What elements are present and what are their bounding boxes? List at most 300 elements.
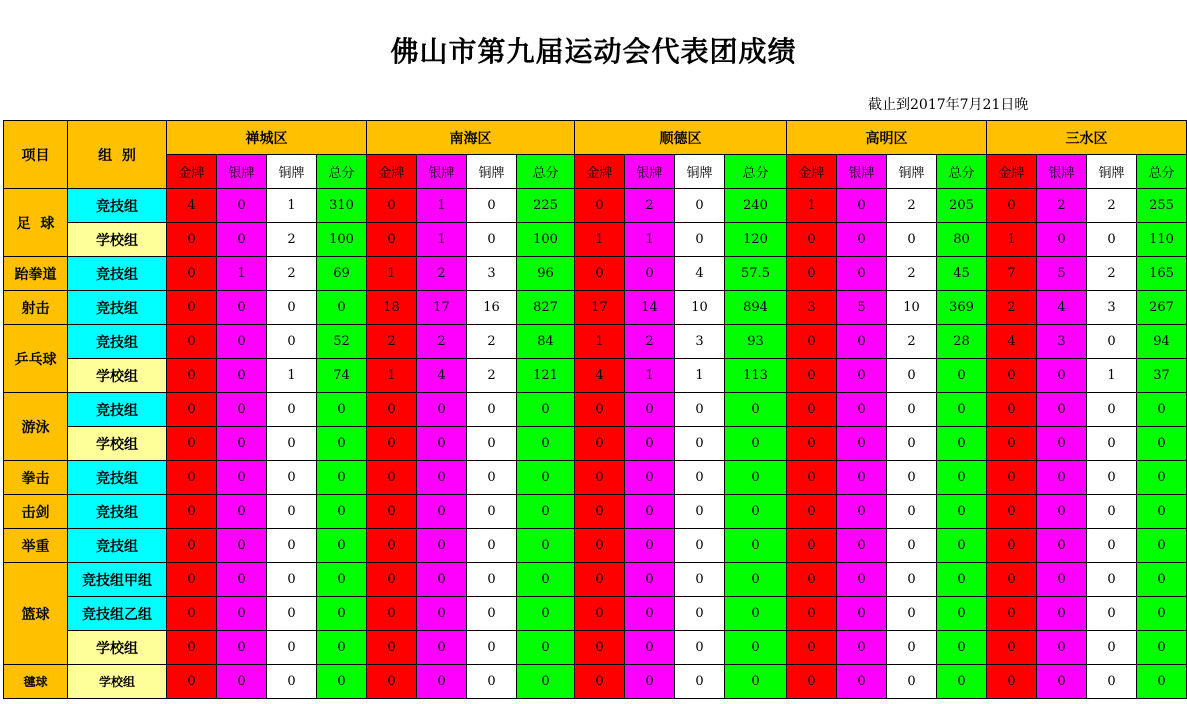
bronze-count: 0: [1087, 393, 1137, 427]
gold-count: 0: [367, 223, 417, 257]
gold-count: 0: [367, 665, 417, 699]
silver-count: 0: [837, 223, 887, 257]
gold-count: 2: [367, 325, 417, 359]
total-score: 0: [725, 563, 787, 597]
project-cell: 乒乓球: [4, 325, 68, 393]
table-row: [4, 291, 1187, 325]
bronze-count: 10: [675, 291, 725, 325]
group-cell: 学校组: [68, 359, 167, 393]
silver-count: 0: [837, 597, 887, 631]
gold-count: 4: [987, 325, 1037, 359]
silver-count: 0: [417, 461, 467, 495]
gold-count: 0: [575, 393, 625, 427]
project-header: 项目: [4, 121, 68, 189]
silver-count: 0: [625, 461, 675, 495]
group-cell: 竞技组: [68, 291, 167, 325]
bronze-count: 0: [675, 495, 725, 529]
silver-count: 0: [1037, 427, 1087, 461]
gold-count: 0: [167, 427, 217, 461]
gold-count: 4: [167, 189, 217, 223]
silver-count: 0: [837, 563, 887, 597]
bronze-count: 0: [267, 529, 317, 563]
group-cell: 竞技组: [68, 529, 167, 563]
bronze-count: 0: [675, 427, 725, 461]
bronze-count: 2: [467, 359, 517, 393]
total-score: 0: [1137, 631, 1187, 665]
total-score: 0: [937, 665, 987, 699]
silver-count: 0: [417, 427, 467, 461]
silver-count: 0: [837, 461, 887, 495]
silver-count: 0: [837, 359, 887, 393]
total-score: 0: [937, 427, 987, 461]
silver-count: 0: [625, 665, 675, 699]
silver-count: 0: [217, 461, 267, 495]
group-cell: 竞技组: [68, 393, 167, 427]
total-score: 0: [937, 461, 987, 495]
gold-count: 0: [987, 427, 1037, 461]
gold-count: 0: [367, 393, 417, 427]
gold-count: 0: [987, 495, 1037, 529]
group-cell: 竞技组: [68, 495, 167, 529]
gold-count: 18: [367, 291, 417, 325]
bronze-count: 10: [887, 291, 937, 325]
bronze-count: 0: [267, 325, 317, 359]
total-score: 57.5: [725, 257, 787, 291]
table-row: [4, 359, 1187, 393]
total-score: 0: [317, 631, 367, 665]
silver-count: 1: [217, 257, 267, 291]
bronze-count: 0: [887, 359, 937, 393]
table-row: [4, 325, 1187, 359]
bronze-count: 0: [467, 223, 517, 257]
bronze-count: 0: [887, 393, 937, 427]
gold-count: 0: [987, 563, 1037, 597]
silver-count: 0: [417, 393, 467, 427]
gold-count: 0: [787, 597, 837, 631]
total-score: 0: [517, 461, 575, 495]
total-score: 96: [517, 257, 575, 291]
bronze-count: 0: [887, 597, 937, 631]
total-score: 0: [1137, 597, 1187, 631]
gold-count: 0: [575, 597, 625, 631]
silver-count: 0: [837, 495, 887, 529]
gold-count: 0: [987, 461, 1037, 495]
gold-count: 0: [987, 631, 1037, 665]
silver-header: 银牌: [417, 155, 467, 189]
gold-count: 17: [575, 291, 625, 325]
table-row: [4, 461, 1187, 495]
silver-count: 0: [217, 325, 267, 359]
silver-count: 14: [625, 291, 675, 325]
silver-count: 0: [417, 563, 467, 597]
bronze-count: 0: [1087, 325, 1137, 359]
total-score: 827: [517, 291, 575, 325]
total-score: 0: [725, 461, 787, 495]
silver-count: 0: [417, 597, 467, 631]
silver-count: 0: [217, 189, 267, 223]
silver-count: 0: [837, 189, 887, 223]
silver-count: 0: [417, 529, 467, 563]
total-score: 369: [937, 291, 987, 325]
gold-count: 0: [787, 529, 837, 563]
total-score: 0: [1137, 461, 1187, 495]
silver-count: 0: [217, 495, 267, 529]
gold-header: 金牌: [167, 155, 217, 189]
bronze-count: 0: [887, 427, 937, 461]
silver-count: 5: [1037, 257, 1087, 291]
total-score: 121: [517, 359, 575, 393]
total-score: 0: [317, 393, 367, 427]
silver-count: 0: [1037, 631, 1087, 665]
silver-count: 0: [1037, 495, 1087, 529]
results-table: [3, 120, 1187, 699]
silver-count: 0: [217, 291, 267, 325]
gold-count: 0: [367, 461, 417, 495]
silver-count: 0: [837, 325, 887, 359]
silver-count: 0: [1037, 393, 1087, 427]
total-score: 0: [317, 427, 367, 461]
gold-count: 0: [787, 461, 837, 495]
total-score: 52: [317, 325, 367, 359]
silver-count: 0: [417, 495, 467, 529]
gold-count: 0: [367, 189, 417, 223]
silver-count: 2: [417, 325, 467, 359]
bronze-count: 0: [887, 563, 937, 597]
total-score: 0: [937, 563, 987, 597]
gold-count: 0: [367, 529, 417, 563]
gold-count: 0: [167, 291, 217, 325]
total-score: 0: [317, 529, 367, 563]
silver-count: 0: [217, 529, 267, 563]
gold-count: 0: [167, 223, 217, 257]
gold-count: 0: [367, 427, 417, 461]
total-score: 165: [1137, 257, 1187, 291]
bronze-count: 2: [1087, 189, 1137, 223]
total-header: 总分: [317, 155, 367, 189]
silver-count: 0: [625, 257, 675, 291]
project-cell: 射击: [4, 291, 68, 325]
bronze-count: 0: [675, 597, 725, 631]
group-cell: 竞技组: [68, 325, 167, 359]
bronze-header: 铜牌: [267, 155, 317, 189]
bronze-count: 0: [467, 495, 517, 529]
total-score: 0: [937, 393, 987, 427]
bronze-header: 铜牌: [675, 155, 725, 189]
bronze-count: 0: [267, 495, 317, 529]
gold-count: 1: [575, 325, 625, 359]
district-header: 南海区: [367, 121, 575, 155]
gold-count: 0: [167, 631, 217, 665]
bronze-count: 0: [1087, 665, 1137, 699]
bronze-count: 0: [467, 427, 517, 461]
project-cell: 篮球: [4, 563, 68, 665]
total-score: 0: [725, 597, 787, 631]
silver-count: 0: [217, 427, 267, 461]
page-title: 佛山市第九届运动会代表团成绩: [390, 35, 797, 68]
bronze-count: 3: [467, 257, 517, 291]
gold-count: 0: [575, 631, 625, 665]
total-score: 267: [1137, 291, 1187, 325]
silver-count: 0: [837, 529, 887, 563]
bronze-count: 3: [675, 325, 725, 359]
silver-count: 0: [1037, 665, 1087, 699]
bronze-count: 1: [267, 359, 317, 393]
bronze-count: 1: [1087, 359, 1137, 393]
total-score: 0: [1137, 427, 1187, 461]
silver-count: 4: [417, 359, 467, 393]
total-score: 0: [317, 495, 367, 529]
gold-count: 0: [167, 325, 217, 359]
bronze-count: 0: [675, 189, 725, 223]
group-cell: 竞技组乙组: [68, 597, 167, 631]
bronze-count: 0: [467, 597, 517, 631]
silver-count: 0: [625, 631, 675, 665]
table-row: [4, 529, 1187, 563]
gold-count: 0: [787, 325, 837, 359]
bronze-count: 0: [887, 665, 937, 699]
total-score: 120: [725, 223, 787, 257]
silver-count: 1: [625, 359, 675, 393]
bronze-count: 0: [675, 461, 725, 495]
total-score: 113: [725, 359, 787, 393]
total-score: 0: [317, 665, 367, 699]
bronze-count: 0: [887, 223, 937, 257]
total-score: 0: [517, 529, 575, 563]
gold-count: 0: [167, 665, 217, 699]
total-score: 0: [517, 495, 575, 529]
table-row: [4, 665, 1187, 699]
gold-count: 0: [167, 495, 217, 529]
project-cell: 毽球: [4, 665, 68, 699]
total-score: 0: [725, 631, 787, 665]
silver-count: 0: [217, 597, 267, 631]
silver-count: 0: [417, 631, 467, 665]
silver-count: 1: [417, 223, 467, 257]
total-score: 0: [517, 631, 575, 665]
gold-count: 0: [575, 427, 625, 461]
total-score: 0: [937, 359, 987, 393]
gold-count: 0: [987, 529, 1037, 563]
silver-count: 5: [837, 291, 887, 325]
silver-count: 0: [625, 529, 675, 563]
total-score: 100: [317, 223, 367, 257]
total-score: 0: [725, 393, 787, 427]
gold-count: 0: [575, 495, 625, 529]
silver-count: 0: [837, 631, 887, 665]
gold-count: 0: [575, 461, 625, 495]
silver-count: 17: [417, 291, 467, 325]
bronze-header: 铜牌: [887, 155, 937, 189]
group-cell: 竞技组: [68, 461, 167, 495]
bronze-count: 2: [267, 257, 317, 291]
gold-count: 0: [367, 563, 417, 597]
silver-count: 0: [1037, 597, 1087, 631]
bronze-count: 2: [467, 325, 517, 359]
group-cell: 学校组: [68, 223, 167, 257]
gold-count: 2: [987, 291, 1037, 325]
silver-count: 0: [625, 393, 675, 427]
silver-count: 0: [1037, 223, 1087, 257]
gold-count: 0: [367, 631, 417, 665]
bronze-count: 0: [467, 461, 517, 495]
total-score: 0: [937, 597, 987, 631]
silver-count: 2: [625, 325, 675, 359]
group-cell: 竞技组: [68, 189, 167, 223]
total-score: 0: [1137, 563, 1187, 597]
bronze-count: 4: [675, 257, 725, 291]
gold-count: 0: [987, 393, 1037, 427]
bronze-count: 0: [267, 597, 317, 631]
silver-count: 0: [837, 427, 887, 461]
gold-count: 7: [987, 257, 1037, 291]
table-row: [4, 495, 1187, 529]
silver-count: 0: [217, 563, 267, 597]
total-score: 255: [1137, 189, 1187, 223]
silver-count: 0: [217, 393, 267, 427]
table-row: [4, 393, 1187, 427]
group-cell: 学校组: [68, 665, 167, 699]
gold-count: 1: [367, 257, 417, 291]
bronze-count: 0: [1087, 461, 1137, 495]
gold-count: 0: [987, 665, 1037, 699]
group-cell: 学校组: [68, 427, 167, 461]
gold-count: 1: [787, 189, 837, 223]
gold-count: 0: [987, 189, 1037, 223]
bronze-count: 2: [1087, 257, 1137, 291]
silver-header: 银牌: [837, 155, 887, 189]
bronze-count: 0: [1087, 223, 1137, 257]
district-header: 顺德区: [575, 121, 787, 155]
gold-count: 0: [787, 495, 837, 529]
gold-count: 0: [367, 597, 417, 631]
silver-count: 2: [417, 257, 467, 291]
silver-count: 0: [837, 393, 887, 427]
gold-count: 0: [787, 563, 837, 597]
total-score: 80: [937, 223, 987, 257]
gold-count: 0: [575, 529, 625, 563]
silver-count: 0: [837, 665, 887, 699]
silver-count: 0: [1037, 563, 1087, 597]
bronze-count: 0: [267, 393, 317, 427]
gold-header: 金牌: [987, 155, 1037, 189]
bronze-count: 0: [675, 665, 725, 699]
total-score: 45: [937, 257, 987, 291]
gold-count: 0: [787, 665, 837, 699]
bronze-count: 0: [675, 631, 725, 665]
silver-count: 0: [625, 563, 675, 597]
silver-count: 2: [1037, 189, 1087, 223]
gold-count: 0: [167, 597, 217, 631]
bronze-count: 0: [1087, 563, 1137, 597]
gold-count: 0: [167, 393, 217, 427]
total-header: 总分: [725, 155, 787, 189]
gold-count: 0: [787, 427, 837, 461]
total-score: 0: [725, 495, 787, 529]
table-row: [4, 563, 1187, 597]
gold-count: 0: [787, 393, 837, 427]
gold-count: 0: [575, 665, 625, 699]
total-score: 225: [517, 189, 575, 223]
date-note: 截止到2017年7月21日晚: [868, 97, 1029, 113]
silver-count: 1: [417, 189, 467, 223]
silver-count: 0: [217, 665, 267, 699]
bronze-count: 0: [1087, 427, 1137, 461]
silver-count: 0: [217, 359, 267, 393]
group-cell: 学校组: [68, 631, 167, 665]
bronze-count: 0: [467, 665, 517, 699]
gold-count: 1: [987, 223, 1037, 257]
silver-header: 银牌: [1037, 155, 1087, 189]
bronze-count: 0: [1087, 597, 1137, 631]
total-score: 94: [1137, 325, 1187, 359]
gold-header: 金牌: [575, 155, 625, 189]
gold-count: 0: [787, 223, 837, 257]
total-score: 894: [725, 291, 787, 325]
group-header: 组 别: [68, 121, 167, 189]
bronze-count: 2: [267, 223, 317, 257]
total-header: 总分: [517, 155, 575, 189]
gold-count: 0: [987, 597, 1037, 631]
bronze-count: 0: [675, 529, 725, 563]
silver-count: 0: [1037, 359, 1087, 393]
total-score: 110: [1137, 223, 1187, 257]
bronze-count: 0: [267, 291, 317, 325]
total-score: 0: [517, 597, 575, 631]
total-score: 0: [317, 291, 367, 325]
table-row: [4, 427, 1187, 461]
bronze-count: 0: [467, 393, 517, 427]
table-row: [4, 223, 1187, 257]
bronze-count: 0: [887, 495, 937, 529]
total-score: 0: [517, 665, 575, 699]
total-score: 69: [317, 257, 367, 291]
table-row: [4, 189, 1187, 223]
silver-header: 银牌: [217, 155, 267, 189]
total-header: 总分: [937, 155, 987, 189]
table-row: [4, 257, 1187, 291]
bronze-count: 1: [675, 359, 725, 393]
bronze-count: 0: [887, 529, 937, 563]
silver-count: 0: [625, 427, 675, 461]
bronze-count: 0: [887, 461, 937, 495]
bronze-count: 0: [675, 223, 725, 257]
bronze-count: 0: [675, 393, 725, 427]
gold-count: 0: [167, 359, 217, 393]
total-score: 0: [937, 631, 987, 665]
total-score: 310: [317, 189, 367, 223]
silver-count: 0: [625, 597, 675, 631]
bronze-count: 0: [267, 631, 317, 665]
total-score: 84: [517, 325, 575, 359]
total-score: 0: [1137, 665, 1187, 699]
silver-count: 1: [625, 223, 675, 257]
project-cell: 击剑: [4, 495, 68, 529]
silver-count: 0: [1037, 461, 1087, 495]
silver-count: 2: [625, 189, 675, 223]
project-cell: 跆拳道: [4, 257, 68, 291]
total-score: 0: [317, 461, 367, 495]
total-score: 205: [937, 189, 987, 223]
bronze-count: 2: [887, 257, 937, 291]
total-score: 0: [725, 529, 787, 563]
bronze-count: 0: [1087, 495, 1137, 529]
medal-header-row: [4, 155, 1187, 189]
bronze-count: 0: [467, 529, 517, 563]
bronze-count: 0: [267, 461, 317, 495]
gold-count: 1: [575, 223, 625, 257]
gold-count: 0: [167, 529, 217, 563]
total-score: 37: [1137, 359, 1187, 393]
